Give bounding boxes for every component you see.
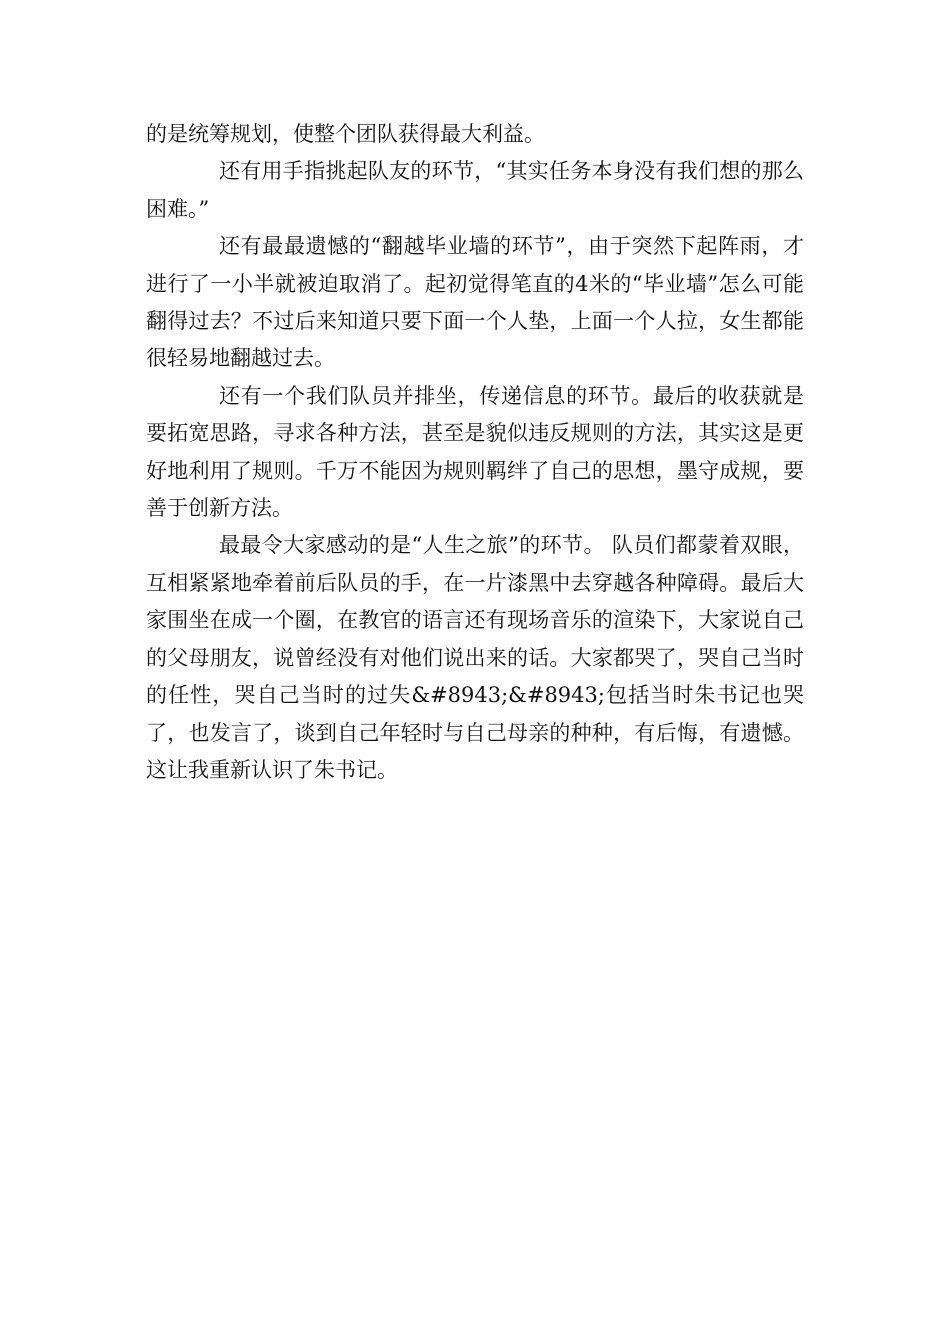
paragraph-4: 还有一个我们队员并排坐，传递信息的环节。最后的收获就是要拓宽思路，寻求各种方法，甚至是貌似违反规则的方法，其实这是更好地利用了规则。千万不能因为规则羁绊了自己的思想，墨守成规，要善于创新方法。 (146, 383, 804, 521)
paragraph-3: 还有最最遗憾的“翻越毕业墙的环节”，由于突然下起阵雨，才进行了一小半就被迫取消了。起初觉得笔直的4米的“毕业墙”怎么可能翻得过去？不过后来知道只要下面一个人垫，上面一个人拉，女生都能很轻易地翻越过去。 (146, 234, 804, 371)
document-body (146, 116, 804, 789)
paragraph-1: 的是统筹规划，使整个团队获得最大利益。 (146, 122, 545, 146)
paragraph-2: 还有用手指挑起队友的环节，“其实任务本身没有我们想的那么困难。” (146, 159, 804, 221)
paragraph-5: 最最令大家感动的是“人生之旅”的环节。 队员们都蒙着双眼，互相紧紧地牵着前后队员的手，在一片漆黑中去穿越各种障碍。最后大家围坐在成一个圈，在教官的语言还有现场音乐的渲染下，大家说自己的父母朋友，说曾经没有对他们说出来的话。大家都哭了，哭自己当时的任性，哭自己当时的过失&#8943;&#8943;包括当时朱书记也哭了，也发言了，谈到自己年轻时与自己母亲的种种，有后悔，有遗憾。这让我重新认识了朱书记。 (146, 533, 804, 782)
